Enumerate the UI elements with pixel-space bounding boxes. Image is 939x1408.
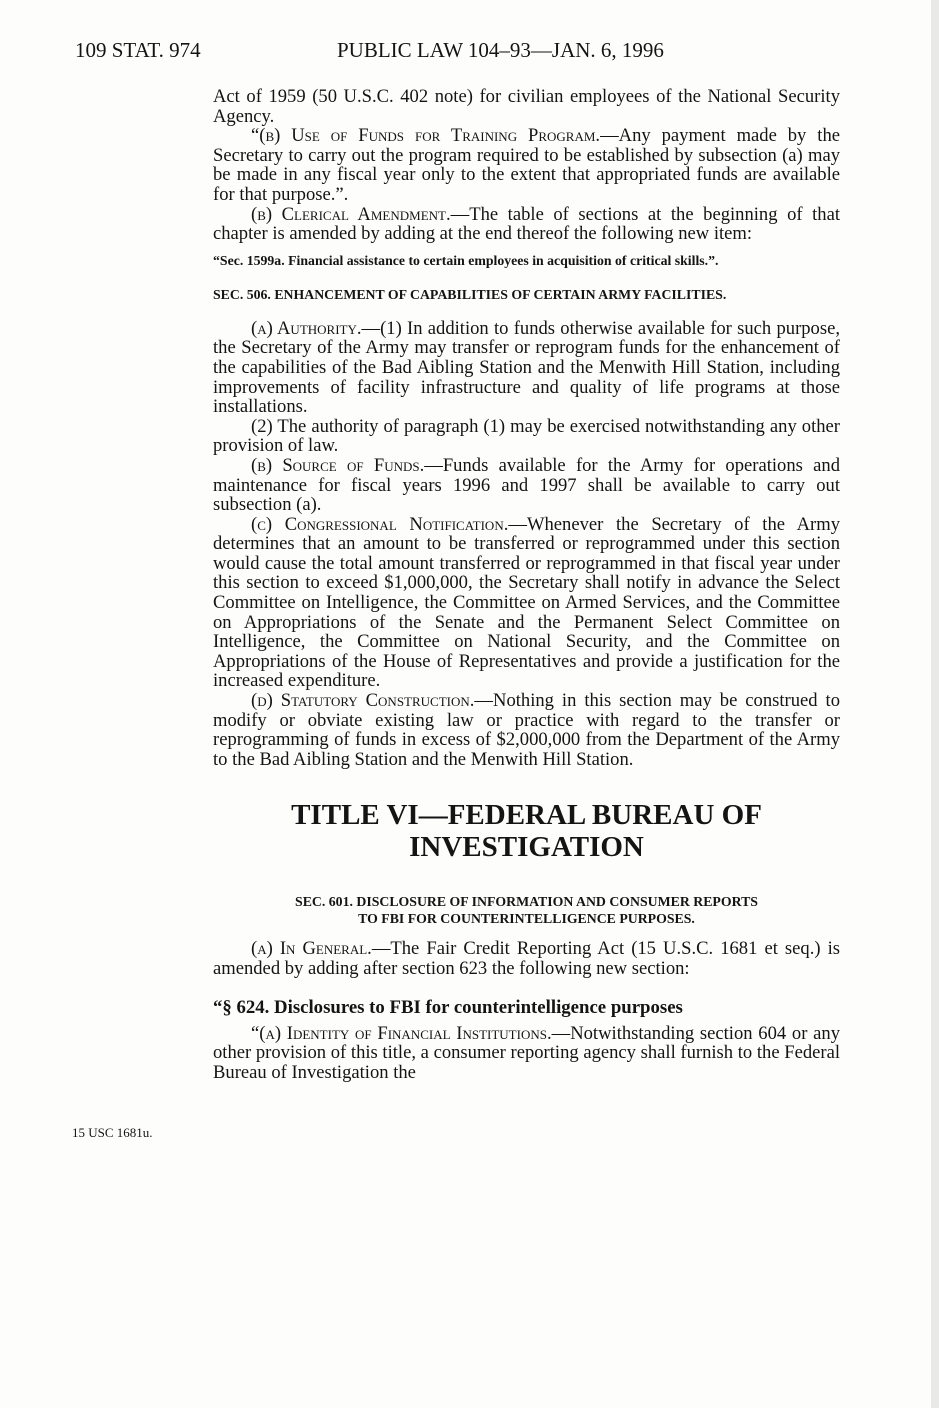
stat-page-number: 109 STAT. 974 [75,38,201,62]
subsection-text: —Whenever the Secretary of the Army determines that an amount to be transferred or reprogrammed under this section would cause the total amount transferred or reprogrammed in that fiscal year under this section to exceed $1,000,000, the Secretary shall notify in advance the Select Committee on Intelligence, the Committee on Armed Services, and the Committee on Appropriations of the Senate and the Permanent Select Committee on Intelligence, the Committee on National Security, and the Committee on Appropriations of the House of Representatives and provide a justification for the increased expenditure. [213,513,840,692]
subsection-text: —Nothing in this section may be construed to modify or obviate existing law or practice with regard to the transfer or reprogramming of funds in excess of $2,000,000 from the Department of the Army to the Bad Aibling Station and the Menwith Hill Station. [213,690,840,770]
subsection-text: —(1) In addition to funds otherwise available for such purpose, the Secretary of the Army may transfer or reprogram funds for the enhancement of the capabilities of the Bad Aibling Station and the Menwith Hill Station, including improvements of facility infrastructure and quality of life programs at those installations. [213,317,840,418]
text-column [213,87,840,1082]
subsection-text: —Notwithstanding section 604 or any other provision of this title, a consumer reporting agency shall furnish to the Federal Bureau of Investigation the [213,1022,840,1083]
margin-note-usc: 15 USC 1681u. [72,1125,153,1140]
sec505-subsection-b [213,126,840,204]
sec506-subsection-c [213,515,840,691]
subsection-heading: (a) Authority. [251,317,362,339]
sec601-subsection-a [213,939,840,978]
subsection-text: —Funds available for the Army for operations and maintenance for fiscal years 1996 and 1997 shall be available to carry out subsection (a). [213,454,840,516]
section-601-heading-line-1: SEC. 601. DISCLOSURE OF INFORMATION AND CONSUMER REPORTS [295,894,758,910]
subsection-heading: “(b) Use of Funds for Training Program. [251,125,601,147]
section-601-heading [213,893,840,927]
sec506-subsection-a [213,319,840,417]
scan-edge [931,0,939,1408]
subsection-heading: (c) Congressional Notification. [251,513,509,535]
subsection-heading: (b) Clerical Amendment. [251,203,451,225]
section-624-heading: “§ 624. Disclosures to FBI for counterintelligence purposes [213,996,683,1018]
subsection-text: —The table of sections at the beginning of that chapter is amended by adding at the end thereof the following new item: [213,203,840,245]
subsection-text: —The Fair Credit Reporting Act (15 U.S.C. 1681 et seq.) is amended by adding after section 623 the following new section: [213,938,840,979]
clerical-amendment [213,205,840,244]
subsection-heading: (d) Statutory Construction. [251,690,475,712]
sec624-subsection-a [213,1024,840,1083]
public-law-citation: PUBLIC LAW 104–93—JAN. 6, 1996 [337,38,664,62]
subsection-heading: (b) Source of Funds. [251,454,425,476]
title-line-2: INVESTIGATION [409,831,644,864]
title-line-1: TITLE VI—FEDERAL BUREAU OF [291,799,762,832]
section-601-heading-line-2: TO FBI FOR COUNTERINTELLIGENCE PURPOSES. [358,911,695,927]
sec506-subsection-b [213,456,840,515]
sec506-paragraph-2: (2) The authority of paragraph (1) may be exercised notwithstanding any other provision of law. [213,415,840,457]
table-of-sections-item: “Sec. 1599a. Financial assistance to certain employees in acquisition of critical skills.”. [213,252,719,268]
section-506-heading: SEC. 506. ENHANCEMENT OF CAPABILITIES OF CERTAIN ARMY FACILITIES. [213,286,727,302]
sec505-continued-paragraph: Act of 1959 (50 U.S.C. 402 note) for civilian employees of the National Security Agency. [213,86,840,127]
running-header [75,38,835,68]
subsection-heading: (a) In General. [251,938,372,960]
subsection-heading: “(a) Identity of Financial Institutions. [251,1022,552,1044]
sec506-subsection-d [213,691,840,769]
title-heading [213,799,840,863]
subsection-text: —Any payment made by the Secretary to carry out the program required to be established by subsection (a) may be made in any fiscal year only to the extent that appropriated funds are available for that purpose.”. [213,125,840,205]
